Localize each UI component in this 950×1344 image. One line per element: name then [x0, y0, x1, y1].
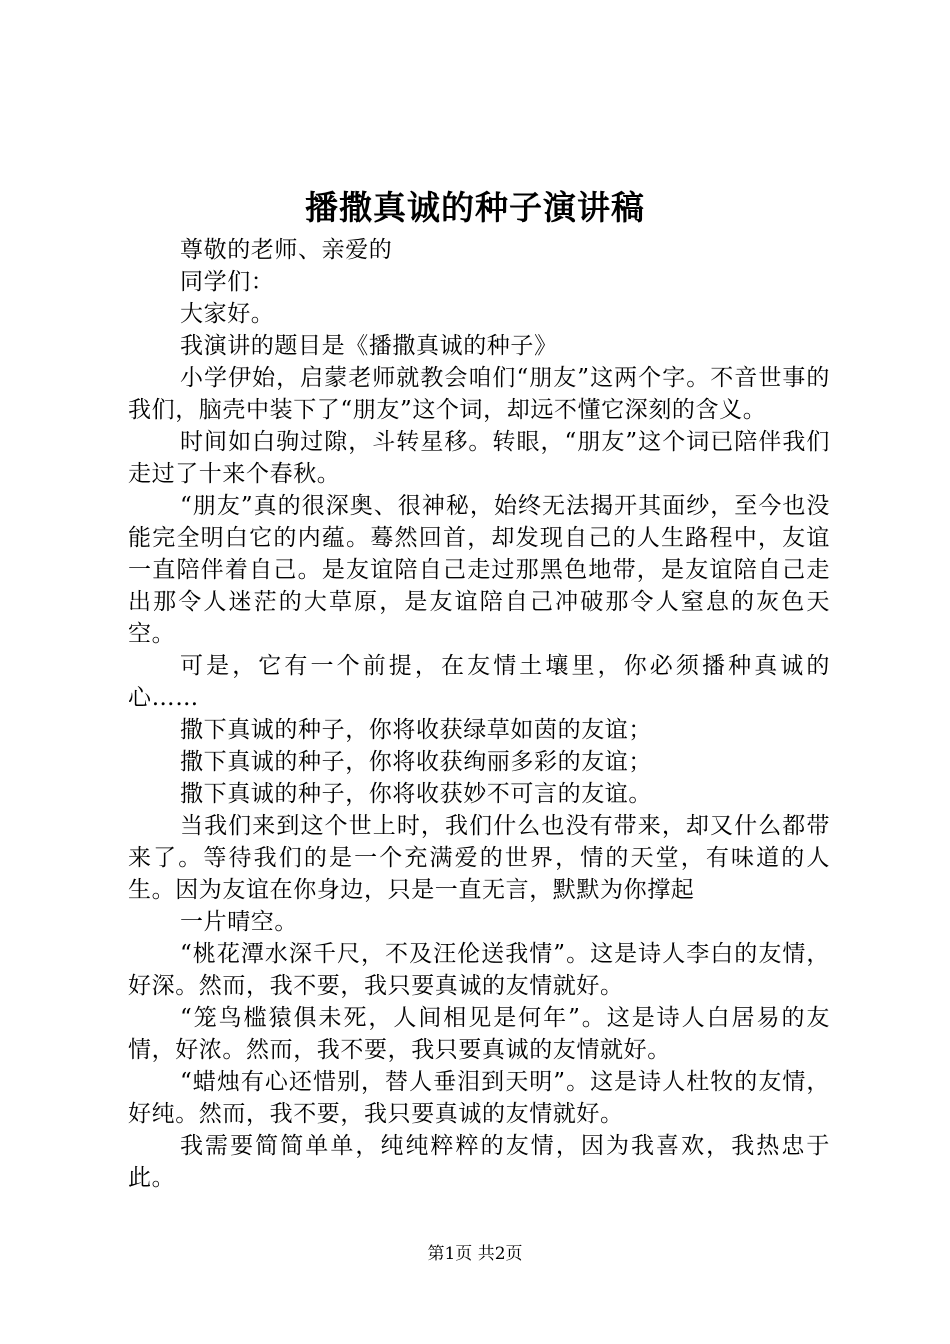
paragraph: 时间如白驹过隙，斗转星移。转眼，“朋友”这个词已陪伴我们走过了十来个春秋。	[128, 429, 830, 487]
paragraph: “朋友”真的很深奥、很神秘，始终无法揭开其面纱，至今也没能完全明白它的内蕴。蓦然回首，却发现自己的人生路程中，友谊一直陪伴着自己。是友谊陪自己走过那黑色地带，是友谊陪自己走出那令人迷茫的大草原，是友谊陪自己冲破那令人窒息的灰色天空。	[128, 493, 830, 647]
document-title: 播撒真诚的种子演讲稿	[305, 188, 645, 227]
paragraph: 大家好。	[180, 301, 275, 327]
paragraph: 小学伊始，启蒙老师就教会咱们“朋友”这两个字。不音世事的我们，脑壳中装下了“朋友”这个词，却远不懂它深刻的含义。	[128, 365, 830, 423]
page-footer: 第1页 共2页	[427, 1244, 523, 1264]
paragraph: 撒下真诚的种子，你将收获妙不可言的友谊。	[180, 781, 652, 807]
paragraph: 同学们：	[180, 269, 275, 295]
paragraph: 当我们来到这个世上时，我们什么也没有带来，却又什么都带来了。等待我们的是一个充满爱的世界，情的天堂，有味道的人生。因为友谊在你身边，只是一直无言，默默为你撑起	[128, 813, 830, 903]
paragraph: “笼鸟槛猿俱未死，人间相见是何年”。这是诗人白居易的友情，好浓。然而，我不要，我只要真诚的友情就好。	[128, 1005, 830, 1063]
paragraph: “蜡烛有心还惜别，替人垂泪到天明”。这是诗人杜牧的友情，好纯。然而，我不要，我只要真诚的友情就好。	[128, 1069, 830, 1127]
paragraph: 我演讲的题目是《播撒真诚的种子》	[180, 333, 558, 359]
paragraph: 一片晴空。	[180, 909, 298, 935]
paragraph: 尊敬的老师、亲爱的	[180, 237, 393, 263]
paragraph: 我需要简简单单，纯纯粹粹的友情，因为我喜欢，我热忠于此。	[128, 1133, 830, 1191]
paragraph: 撒下真诚的种子，你将收获绚丽多彩的友谊；	[180, 749, 652, 775]
paragraph: 可是，它有一个前提，在友情土壤里，你必须播种真诚的心……	[128, 653, 830, 711]
paragraph: 撒下真诚的种子，你将收获绿草如茵的友谊；	[180, 717, 652, 743]
document-body	[128, 234, 830, 1194]
paragraph: “桃花潭水深千尺，不及汪伦送我情”。这是诗人李白的友情，好深。然而，我不要，我只要真诚的友情就好。	[128, 941, 830, 999]
